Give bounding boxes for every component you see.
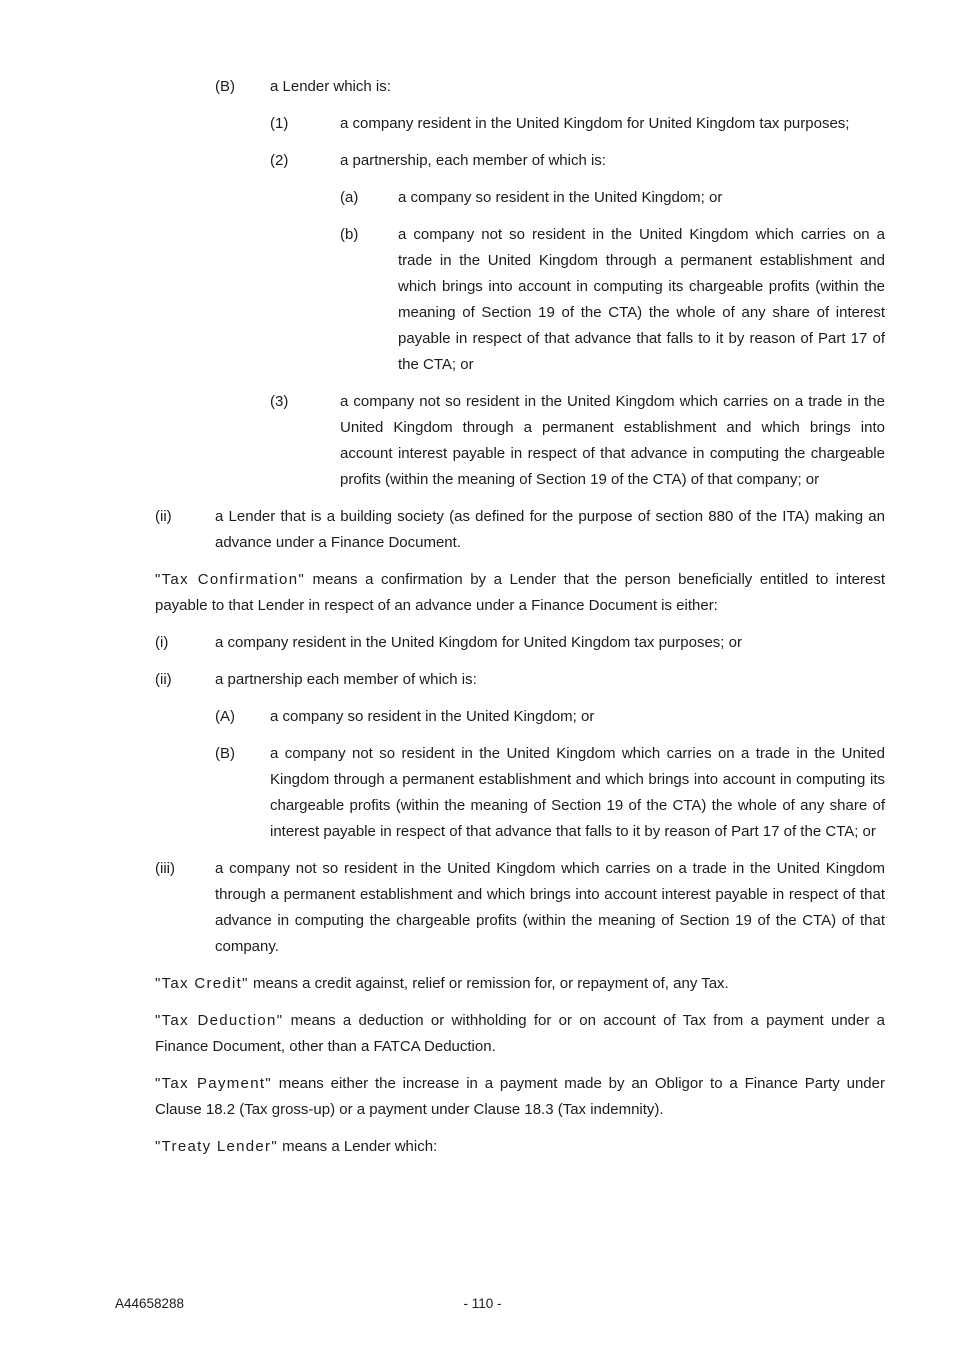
list-item (215, 741, 885, 845)
list-item-label: (b) (340, 226, 359, 243)
defined-term: "Treaty Lender" (155, 1138, 278, 1155)
definition-paragraph (155, 1008, 885, 1060)
list-item-label: (2) (270, 152, 289, 169)
list-item (155, 630, 885, 656)
list-item-label: (B) (215, 745, 235, 762)
list-item-label: (1) (270, 115, 289, 132)
list-item-label: (iii) (155, 860, 175, 877)
definition-text: means either the increase in a payment made by an Obligor to a Finance Party under Clause 18.2 (Tax gross-up) or a payment under Clause 18.3 (Tax indemnity). (155, 1075, 885, 1118)
document-reference: A44658288 (115, 1296, 185, 1311)
list-item-text: a Lender that is a building society (as defined for the purpose of section 880 of the ITA) making an advance under a Finance Document. (215, 508, 885, 551)
definition-text: means a deduction or withholding for or on account of Tax from a payment under a Finance Document, other than a FATCA Deduction. (155, 1012, 885, 1055)
list-item-label: (3) (270, 393, 289, 410)
defined-term: "Tax Confirmation" (155, 571, 305, 588)
list-item (215, 704, 885, 730)
list-item-label: (i) (155, 634, 169, 651)
list-item (340, 222, 885, 378)
definition-paragraph (155, 1071, 885, 1123)
list-item-text: a company not so resident in the United Kingdom which carries on a trade in the United Kingdom through a permanent establishment and which brings into account in computing its chargeable profits (within the meaning of Section 19 of the CTA) the whole of any share of interest payable in respect of that advance that falls to it by reason of Part 17 of the CTA; or (270, 745, 885, 840)
defined-term: "Tax Payment" (155, 1075, 272, 1092)
list-item-text: a company so resident in the United Kingdom; or (398, 189, 723, 206)
list-item (155, 856, 885, 960)
list-item-text: a partnership each member of which is: (215, 671, 477, 688)
list-item-label: (a) (340, 189, 359, 206)
list-item (155, 667, 885, 693)
list-item (270, 148, 885, 174)
list-item-text: a Lender which is: (270, 78, 391, 95)
document-body (155, 74, 885, 1171)
list-item-text: a company resident in the United Kingdom for United Kingdom tax purposes; or (215, 634, 742, 651)
definition-paragraph (155, 971, 885, 997)
page-number: - 110 - (463, 1296, 502, 1311)
definition-paragraph (155, 567, 885, 619)
list-item-text: a company resident in the United Kingdom for United Kingdom tax purposes; (340, 115, 850, 132)
defined-term: "Tax Credit" (155, 975, 249, 992)
list-item (155, 504, 885, 556)
definition-text: means a Lender which: (277, 1138, 438, 1155)
list-item (270, 389, 885, 493)
list-item-label: (ii) (155, 671, 172, 688)
list-item (270, 111, 885, 137)
list-item-label: (ii) (155, 508, 172, 525)
page-footer (0, 1294, 965, 1314)
list-item-text: a partnership, each member of which is: (340, 152, 606, 169)
list-item-text: a company not so resident in the United Kingdom which carries on a trade in the United Kingdom through a permanent establishment and which brings into account interest payable in respect of that advance in computing the chargeable profits (within the meaning of Section 19 of the CTA) of that company; or (340, 393, 885, 488)
definition-text: means a confirmation by a Lender that the person beneficially entitled to interest payable to that Lender in respect of an advance under a Finance Document is either: (155, 571, 885, 614)
list-item (340, 185, 885, 211)
definition-text: means a credit against, relief or remission for, or repayment of, any Tax. (248, 975, 729, 992)
defined-term: "Tax Deduction" (155, 1012, 284, 1029)
list-item-label: (B) (215, 78, 235, 95)
list-item (215, 74, 885, 100)
list-item-text: a company so resident in the United Kingdom; or (270, 708, 595, 725)
definition-paragraph (155, 1134, 885, 1160)
list-item-text: a company not so resident in the United Kingdom which carries on a trade in the United Kingdom through a permanent establishment and which brings into account interest payable in respect of that advance in computing the chargeable profits (within the meaning of Section 19 of the CTA) of that company. (215, 860, 885, 955)
list-item-text: a company not so resident in the United Kingdom which carries on a trade in the United Kingdom through a permanent establishment and which brings into account in computing its chargeable profits (within the meaning of Section 19 of the CTA) the whole of any share of interest payable in respect of that advance that falls to it by reason of Part 17 of the CTA; or (398, 226, 885, 373)
list-item-label: (A) (215, 708, 235, 725)
